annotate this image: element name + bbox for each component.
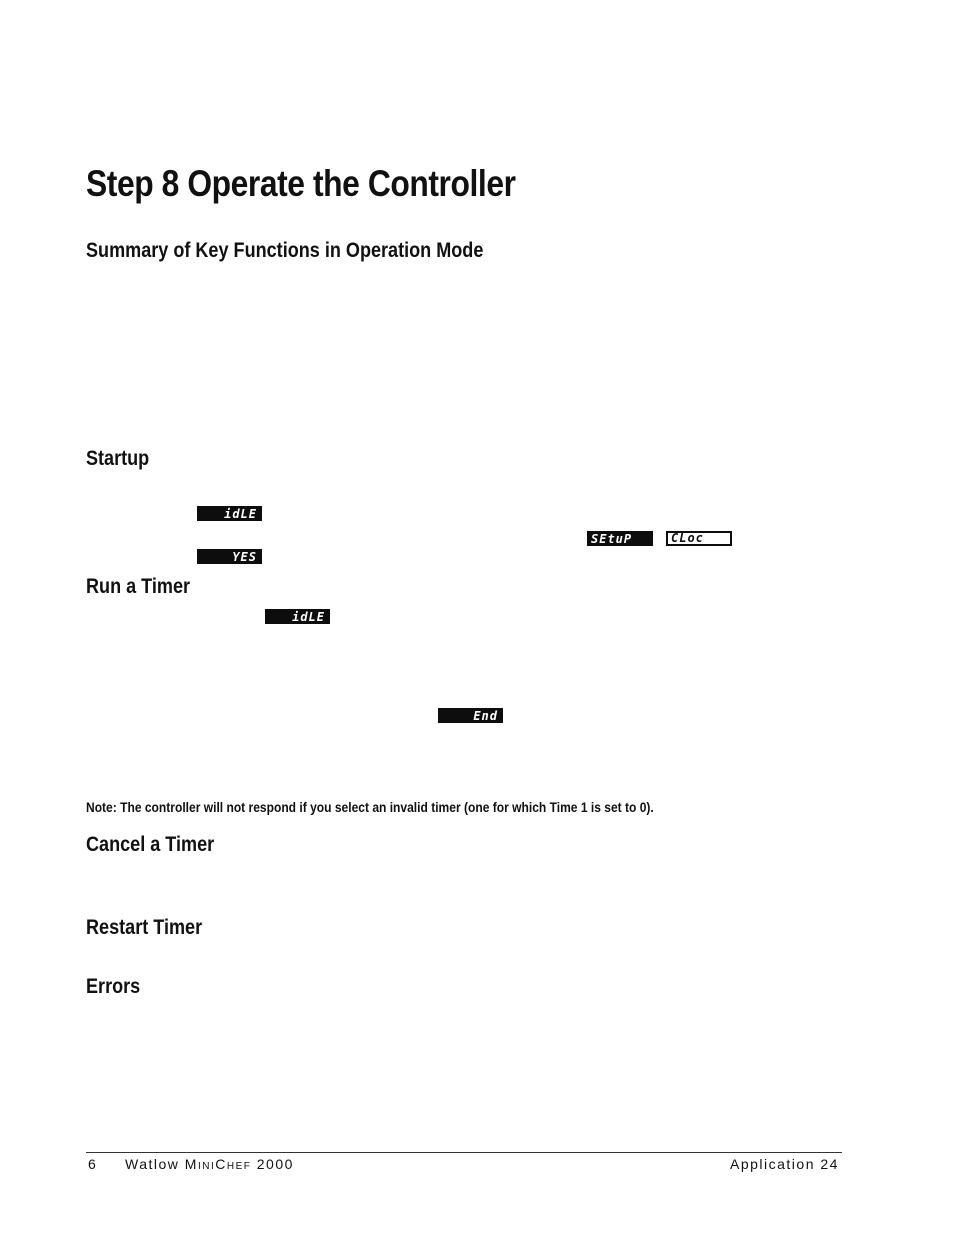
- section-heading-run-timer: Run a Timer: [86, 575, 191, 598]
- section-heading-restart-timer: Restart Timer: [86, 916, 203, 939]
- footer-product-name: MINICHEF: [184, 1156, 252, 1172]
- section-heading-summary: Summary of Key Functions in Operation Mode: [86, 239, 484, 262]
- note-invalid-timer: Note: The controller will not respond if you select an invalid timer (one for which Time 1 is set to 0).: [86, 799, 654, 815]
- footer-application: Application 24: [730, 1156, 839, 1172]
- section-heading-errors: Errors: [86, 975, 141, 998]
- lcd-display-run-idle: idLE: [265, 609, 330, 624]
- section-heading-startup: Startup: [86, 447, 150, 470]
- footer-brand: Watlow: [125, 1156, 180, 1172]
- lcd-display-run-end: End: [438, 708, 503, 723]
- lcd-display-startup-idle: idLE: [197, 506, 262, 521]
- lcd-display-startup-setup: SEtuP: [587, 531, 653, 546]
- footer-rule: [86, 1152, 842, 1153]
- lcd-display-startup-cloc: CLoc: [666, 531, 732, 546]
- lcd-display-startup-yes: YES: [197, 549, 262, 564]
- page-title: Step 8 Operate the Controller: [86, 163, 516, 204]
- footer-product-model: 2000: [256, 1156, 294, 1172]
- footer-page-number: 6: [88, 1156, 98, 1172]
- footer-product: [125, 1154, 294, 1177]
- section-heading-cancel-timer: Cancel a Timer: [86, 833, 215, 856]
